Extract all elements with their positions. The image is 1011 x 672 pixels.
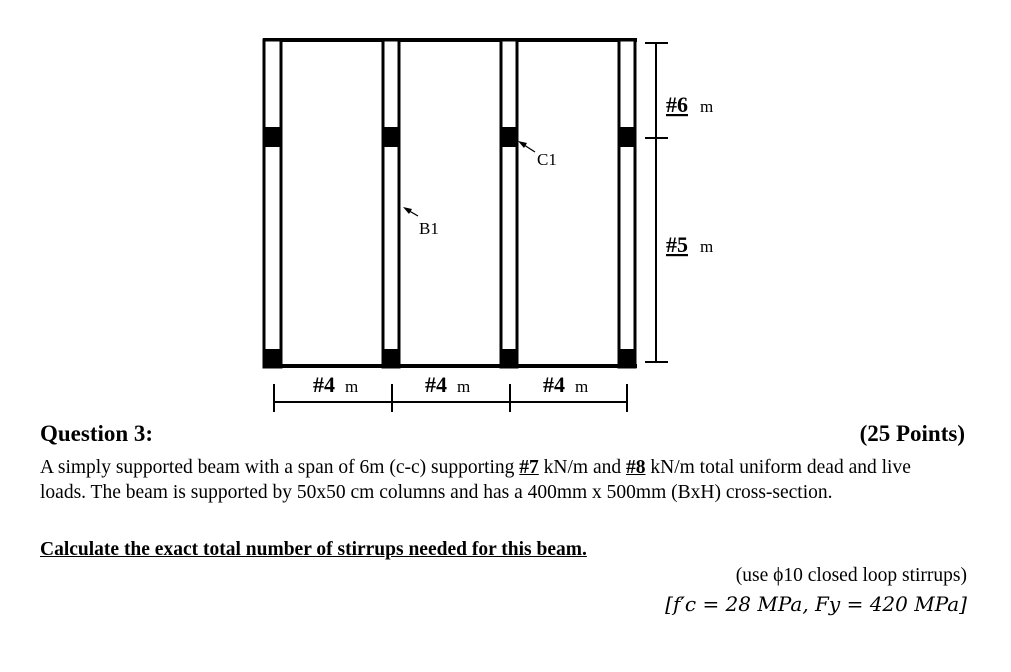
beam-strip-3: [501, 40, 517, 367]
c1-arrow-icon: [518, 141, 535, 152]
column-square: [382, 127, 400, 147]
question-title: Question 3:: [40, 421, 154, 446]
beam-strip-2: [383, 40, 399, 367]
dim-horizontal-2-unit: m: [457, 377, 471, 396]
column-square: [382, 349, 400, 368]
b1-arrow-icon: [403, 207, 418, 216]
dim-horizontal-3-var: #4: [543, 372, 565, 397]
dim-horizontal-1-var: #4: [313, 372, 335, 397]
dim-horizontal-1-unit: m: [345, 377, 359, 396]
question-points: (25 Points): [859, 421, 965, 446]
column-square: [618, 127, 636, 147]
vertical-dimension-line: [645, 43, 668, 362]
column-square: [264, 127, 282, 147]
dim-horizontal-2-var: #4: [425, 372, 447, 397]
beam-strip-4: [619, 40, 635, 367]
question-task: Calculate the exact total number of stirrups needed for this beam.: [40, 539, 587, 560]
dead-load-variable: #7: [519, 457, 539, 478]
dim-vertical-bottom-var: #5: [666, 232, 688, 257]
dim-horizontal-3-unit: m: [575, 377, 589, 396]
dim-vertical-top-unit: m: [700, 97, 714, 116]
frame-bottom-edge: [263, 364, 637, 368]
material-properties-note: [f′c = 28 MPa, Fy = 420 MPa]: [665, 592, 967, 616]
question-body-text: kN/m total uniform dead and live loads. The beam is supported by 50x50 cm columns and has a 400mm x 500mm (BxH) cross-section.: [40, 457, 911, 503]
dim-vertical-bottom-unit: m: [700, 237, 714, 256]
beam-strip-1: [264, 40, 281, 367]
live-load-variable: #8: [626, 457, 646, 478]
question-body-text: kN/m and: [538, 457, 626, 478]
column-square: [264, 349, 282, 368]
column-square: [618, 349, 636, 368]
dim-vertical-top-var: #6: [666, 92, 688, 117]
frame-top-edge: [263, 38, 637, 42]
stirrup-note: (use ϕ10 closed loop stirrups): [735, 565, 967, 586]
column-square: [500, 349, 518, 368]
beam-label-b1: B1: [419, 219, 439, 238]
question-body-text: A simply supported beam with a span of 6m (c-c) supporting: [40, 457, 520, 478]
column-label-c1: C1: [537, 150, 557, 169]
column-square: [500, 127, 518, 147]
question-body: [40, 455, 960, 505]
